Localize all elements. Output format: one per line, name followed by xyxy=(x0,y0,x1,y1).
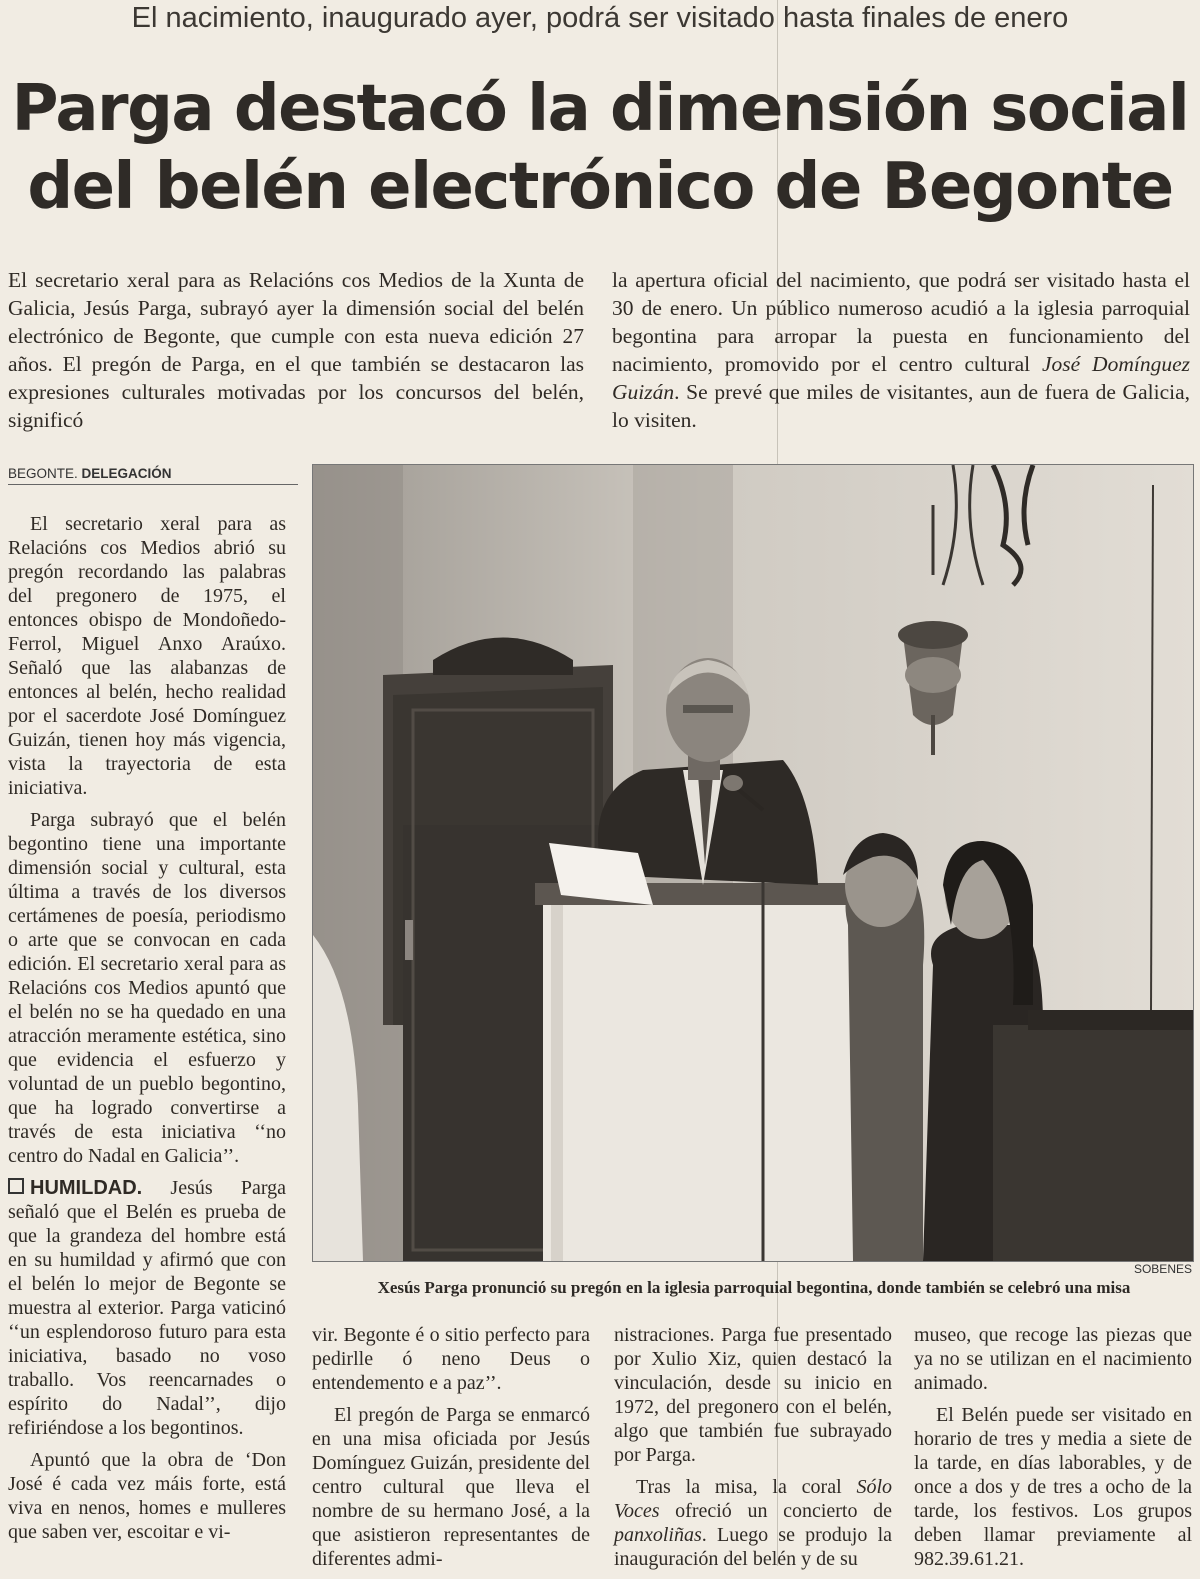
lead-paragraph-left: El secretario xeral para as Relacións cos Medios de la Xunta de Galicia, Jesús Parga, subrayó ayer la dimensión social del belén electrónico de Begonte, que cumple con esta nueva edición 27 años. El pregón de Parga, en el que también se destacaron las expresiones culturales motivadas por los concursos del belén, significó xyxy=(8,268,584,432)
square-bullet-icon xyxy=(8,1178,24,1194)
paragraph: Apuntó que la obra de ‘Don José é cada vez máis forte, está viva en nenos, homes e mulleres que saben ver, escoitar e vi- xyxy=(8,1449,286,1543)
photo-caption: Xesús Parga pronunció su pregón en la iglesia parroquial begontina, donde también se celebró una misa xyxy=(377,1278,1131,1297)
paragraph: El secretario xeral para as Relacións cos Medios abrió su pregón recordando las palabras del pregonero de 1975, el entonces obispo de Mondoñedo-Ferrol, Miguel Anxo Araúxo. Señaló que las alabanzas de entonces al belén, hecho realidad por el sacerdote José Domínguez Guizán, tienen hoy más vigencia, vista la trayectoria de esta iniciativa. xyxy=(8,513,286,799)
article-column-1 xyxy=(8,512,286,1552)
byline: BEGONTE. DELEGACIÓN xyxy=(8,466,298,485)
church-scene-illustration xyxy=(313,465,1193,1261)
headline-line-1: Parga destacó la dimensión social xyxy=(11,72,1189,146)
paragraph: nistraciones. Parga fue presentado por Xulio Xiz, quien destacó la vinculación, desde su inicio en 1972, del pregonero con el belén, algo que también fue subrayado por Parga. xyxy=(614,1324,892,1466)
paragraph: El Belén puede ser visitado en horario de tres y media a siete de la tarde, en días laborables, y de once a dos y de tres a ocho de la tarde, los festivos. Los grupos deben llamar previamente al 982.39.61.21. xyxy=(914,1404,1192,1570)
kicker: El nacimiento, inaugurado ayer, podrá ser visitado hasta finales de enero xyxy=(131,2,1069,34)
paragraph: Tras la misa, la coral Sólo Voces ofreció un concierto de panxoliñas. Luego se produjo la inauguración del belén y de su xyxy=(614,1476,892,1570)
article-column-4 xyxy=(914,1323,1192,1579)
paragraph: museo, que recoge las piezas que ya no se utilizan en el nacimiento animado. xyxy=(914,1324,1192,1394)
subhead: HUMILDAD. xyxy=(30,1177,143,1199)
paragraph: vir. Begonte é o sitio perfecto para pedirlle ó neno Deus o entendemento e a paz’’. xyxy=(312,1324,590,1394)
photo-credit: SOBENES xyxy=(1133,1262,1192,1276)
paragraph: El pregón de Parga se enmarcó en una misa oficiada por Jesús Domínguez Guizán, presidente del centro cultural que lleva el nombre de su hermano José, a la que asistieron representantes de diferentes admi- xyxy=(312,1404,590,1570)
headline-line-2: del belén electrónico de Begonte xyxy=(27,150,1173,224)
photo xyxy=(312,464,1194,1262)
paragraph: Parga subrayó que el belén begontino tiene una importante dimensión social y cultural, esta última a través de los diversos certámenes de poesía, periodismo o arte que se convocan en cada edición. El secretario xeral para as Relacións cos Medios apuntó que el belén no se ha quedado en una atracción meramente estética, sino que evidencia el esfuerzo y voluntad de un pueblo begontino, que ha logrado convertirse a través de esta iniciativa ‘‘no centro do Nadal en Galicia’’. xyxy=(8,809,286,1167)
lead-paragraph-right: la apertura oficial del nacimiento, que podrá ser visitado hasta el 30 de enero. Un público numeroso acudió a la iglesia parroquial begontina para arropar la puesta en funcionamiento del nacimiento, promovido por el centro cultural José Domínguez Guizán. Se prevé que miles de visitantes, aun de fuera de Galicia, lo visiten. xyxy=(612,268,1190,432)
article-column-3 xyxy=(614,1323,892,1579)
paragraph: HUMILDAD. Jesús Parga señaló que el Belén es prueba de que la grandeza del hombre está en su humildad y afirmó que con el belén lo mejor de Begonte se muestra al exterior. Parga vaticinó ‘‘un esplendoroso futuro para esta iniciativa, basado no voso traballo. Vos reencarnades o espírito do Nadal’’, dijo refiriéndose a los begontinos. xyxy=(8,1177,286,1439)
article-column-2 xyxy=(312,1323,590,1579)
